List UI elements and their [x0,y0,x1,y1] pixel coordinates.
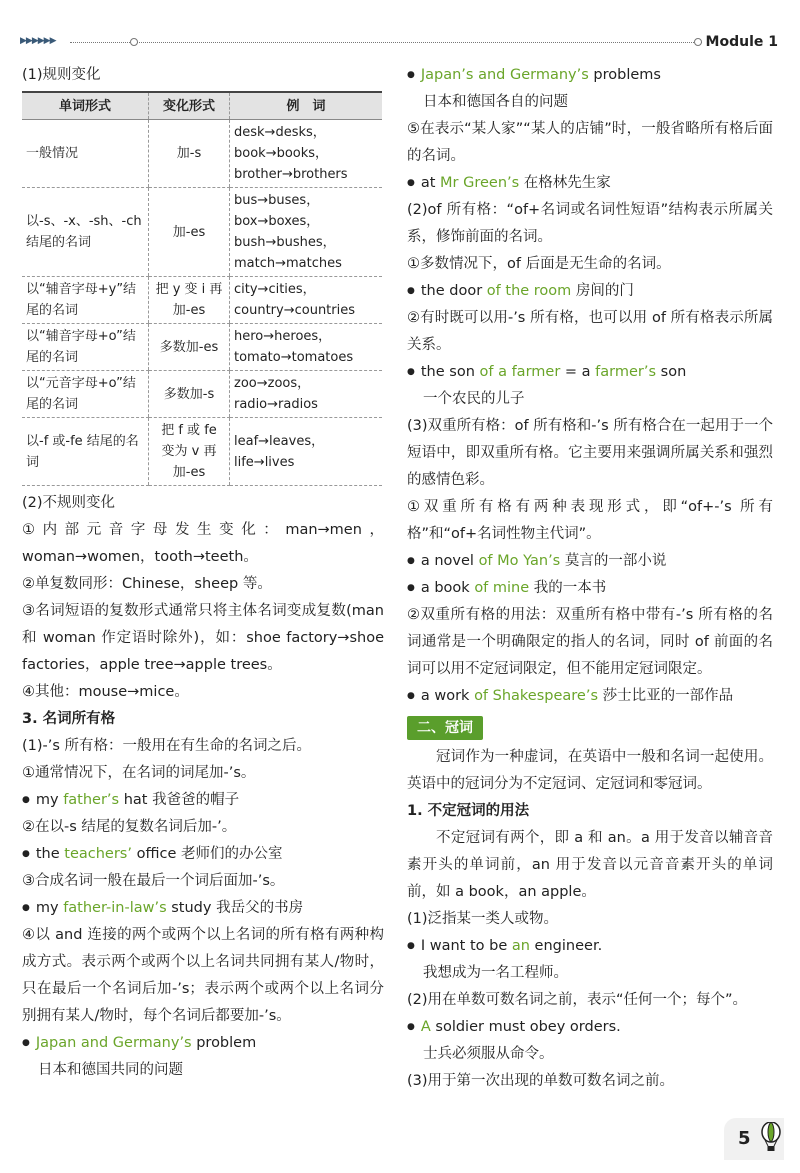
example-word: desk→desks， [234,125,326,140]
regular-change-title: (1)规则变化 [22,67,101,83]
example-line: ● a work of Shakespeare’s 莎士比亚的一部作品 [407,683,773,710]
table-cell [230,324,383,371]
example-word: box→boxes， [234,214,320,229]
possessive-rule-1: (1)-’s 所有格：一般用在有生命的名词之后。 [22,738,312,754]
module-label: Module 1 [705,34,778,50]
indefinite-article-intro: 不定冠词有两个，即 a 和 an。a 用于发音以辅音音素开头的单词前，an 用于发音以元音音素开头的单词前，如 a book，an apple。 [407,830,773,900]
table-row [22,277,382,324]
usage-2: (2)用在单数可数名词之前，表示“任何一个；每个”。 [407,992,748,1008]
table-row [22,188,382,277]
table-cell [230,120,383,188]
header-arrows: ▶▶▶▶▶▶ [20,36,56,46]
possessive-rule-2b: ②有时既可以用-’s 所有格，也可以用 of 所有格表示所属关系。 [407,310,773,353]
example-line: ● Japan’s and Germany’s problems [407,62,773,89]
possessive-rule-3b: ②双重所有格的用法：双重所有格中带有-’s 所有格的名词通常是一个明确限定的指人的名词，同时 of 前面的名词可以用不定冠词限定，但不能用定冠词限定。 [407,607,773,677]
possessive-rule-1a: ①通常情况下，在名词的词尾加-’s。 [22,765,256,781]
example-word: book→books， [234,146,329,161]
table-cell [230,188,383,277]
page-number: 5 [738,1128,751,1149]
possessive-rule-2a: ①多数情况下，of 后面是无生命的名词。 [407,256,671,272]
table-cell: 以“元音字母+o”结尾的名词 [22,371,149,418]
table-cell [230,418,383,486]
table-cell: 以“辅音字母+y”结尾的名词 [22,277,149,324]
possessive-title: 3. 名词所有格 [22,711,116,727]
possessive-rule-3: (3)双重所有格：of 所有格和-’s 所有格合在一起用于一个短语中，即双重所有格。它主要用来强调所属关系和强烈的感情色彩。 [407,418,773,488]
example-word: leaf→leaves， [234,433,325,449]
usage-3: (3)用于第一次出现的单数可数名词之前。 [407,1073,675,1089]
usage-1: (1)泛指某一类人或物。 [407,911,559,927]
example-line: ● at Mr Green’s 在格林先生家 [407,170,773,197]
irregular-rule-2: ②单复数同形：Chinese，sheep 等。 [22,576,272,592]
example-line: ● the teachers’ office 老师们的办公室 [22,841,384,868]
example-word: bus→buses， [234,193,320,208]
header-dot-left [130,38,138,46]
example-translation: 士兵必须服从命令。 [423,1046,554,1062]
example-line: ● Japan and Germany’s problem [22,1030,384,1057]
example-word: country→countries [234,303,356,318]
left-column [22,62,384,1084]
table-cell: 以-s、-x、-sh、-ch结尾的名词 [22,188,149,277]
table-cell: 加-s [149,120,230,188]
possessive-rule-1c: ③合成名词一般在最后一个词后面加-’s。 [22,873,285,889]
possessive-rule-1b: ②在以-s 结尾的复数名词后加-’。 [22,819,237,835]
indefinite-article-title: 1. 不定冠词的用法 [407,803,530,819]
table-header: 单词形式 [22,92,149,120]
table-row [22,418,382,486]
section-heading-articles: 二、冠词 [407,716,483,740]
articles-intro: 冠词作为一种虚词，在英语中一般和名词一起使用。英语中的冠词分为不定冠词、定冠词和零冠词。 [407,749,773,792]
table-cell [230,371,383,418]
example-word: hero→heroes， [234,329,332,344]
page-number-tab [724,1118,794,1160]
plural-rules-table [22,91,382,486]
possessive-rule-3a: ①双重所有格有两种表现形式，即“of+-’s 所有格”和“of+名词性物主代词”。 [407,499,773,542]
example-word: city→cities， [234,282,316,297]
table-cell: 以-f 或-fe 结尾的名词 [22,418,149,486]
right-column [407,62,773,1095]
table-cell: 一般情况 [22,120,149,188]
header-rule [70,42,702,43]
table-cell: 把 f 或 fe 变为 v 再加-es [149,418,230,486]
example-line: ● I want to be an engineer. [407,933,773,960]
table-cell: 把 y 变 i 再加-es [149,277,230,324]
table-row [22,371,382,418]
example-translation: 日本和德国各自的问题 [423,94,568,110]
table-row [22,120,382,188]
irregular-rule-4: ④其他：mouse→mice。 [22,684,189,700]
table-cell: 多数加-es [149,324,230,371]
irregular-change-title: (2)不规则变化 [22,495,116,511]
example-word: life→lives [234,454,295,470]
hot-air-balloon-icon [760,1122,782,1152]
table-cell: 多数加-s [149,371,230,418]
example-word: match→matches [234,256,342,271]
example-line: ● the son of a farmer = a farmer’s son [407,359,773,386]
table-cell [230,277,383,324]
table-header: 变化形式 [149,92,230,120]
possessive-rule-1d: ④以 and 连接的两个或两个以上名词的所有格有两种构成方式。表示两个或两个以上名词共同拥有某人/物时，只在最后一个名词后加-’s；表示两个或两个以上名词分别拥有某人/物时，每个名词后都要加-’s。 [22,927,384,1024]
header-dot-right [694,38,702,46]
example-word: radio→radios [234,397,318,412]
example-line: ● A soldier must obey orders. [407,1014,773,1041]
example-line: ● my father-in-law’s study 我岳父的书房 [22,895,384,922]
example-translation: 我想成为一名工程师。 [423,965,568,981]
table-header: 例 词 [230,92,383,120]
possessive-rule-1e: ⑤在表示“某人家”“某人的店铺”时，一般省略所有格后面的名词。 [407,121,773,164]
example-line: ● a book of mine 我的一本书 [407,575,773,602]
irregular-rule-1: ①内部元音字母发生变化：man→men，woman→women，tooth→teeth。 [22,522,384,565]
example-line: ● the door of the room 房间的门 [407,278,773,305]
table-cell: 以“辅音字母+o”结尾的名词 [22,324,149,371]
example-translation: 日本和德国共同的问题 [38,1062,183,1078]
example-word: tomato→tomatoes [234,350,354,365]
possessive-rule-2: (2)of 所有格：“of+名词或名词性短语”结构表示所属关系，修饰前面的名词。 [407,202,773,245]
table-cell: 加-es [149,188,230,277]
table-row [22,324,382,371]
example-line: ● my father’s hat 我爸爸的帽子 [22,787,384,814]
irregular-rule-3: ③名词短语的复数形式通常只将主体名词变成复数(man 和 woman 作定语时除外)，如：shoe factory→shoe factories，apple tree→apple trees。 [22,603,384,673]
example-word: bush→bushes， [234,235,336,250]
example-line: ● a novel of Mo Yan’s 莫言的一部小说 [407,548,773,575]
example-translation: 一个农民的儿子 [423,391,525,407]
example-word: zoo→zoos， [234,376,311,391]
example-word: brother→brothers [234,167,348,182]
